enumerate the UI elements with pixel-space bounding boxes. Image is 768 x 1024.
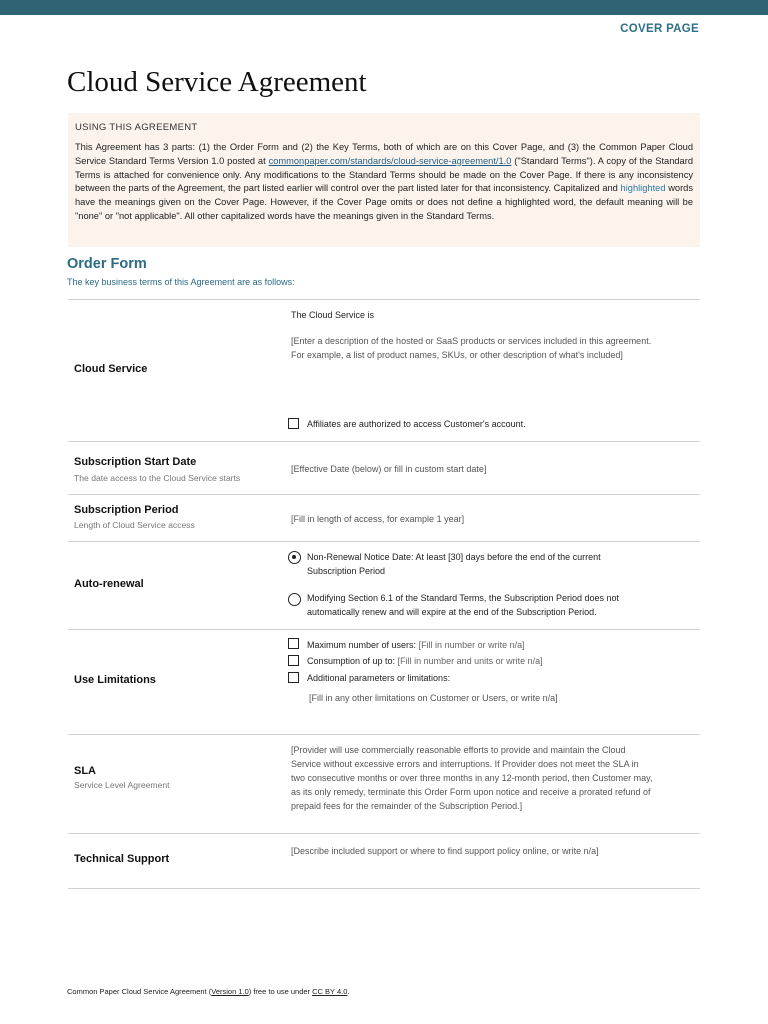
- no-auto-renew-radio[interactable]: [288, 593, 301, 606]
- max-users-option: [307, 638, 525, 652]
- row-divider: [68, 734, 700, 735]
- order-form-subtitle: The key business terms of this Agreement are as follows:: [67, 277, 295, 287]
- row-divider: [68, 629, 700, 630]
- max-users-label: Maximum number of users:: [307, 640, 417, 650]
- using-agreement-box: [68, 113, 700, 247]
- cloud-service-desc-line-1[interactable]: [Enter a description of the hosted or SaaS products or services included in this agreement.: [291, 336, 652, 346]
- using-agreement-heading: USING THIS AGREEMENT: [75, 122, 198, 133]
- highlighted-word: highlighted: [620, 183, 666, 194]
- sla-text-line-3[interactable]: two consecutive months or over three months in any 12-month period, then Customer may,: [291, 773, 653, 783]
- affiliates-label: Affiliates are authorized to access Customer's account.: [307, 419, 526, 429]
- row-divider: [68, 441, 700, 442]
- sla-text-line-1[interactable]: [Provider will use commercially reasonable efforts to provide and maintain the Cloud: [291, 745, 626, 755]
- period-label: Subscription Period: [74, 504, 179, 516]
- additional-parameters-label: Additional parameters or limitations:: [307, 673, 451, 683]
- affiliates-checkbox[interactable]: [288, 418, 299, 429]
- cloud-service-label: Cloud Service: [74, 363, 148, 375]
- footer-text-a: Common Paper Cloud Service Agreement (: [67, 987, 212, 996]
- max-users-checkbox[interactable]: [288, 638, 299, 649]
- non-renewal-notice-radio[interactable]: [288, 551, 301, 564]
- tech-support-value[interactable]: [Describe included support or where to find support policy online, or write n/a]: [291, 846, 599, 856]
- no-auto-renew-line-1: Modifying Section 6.1 of the Standard Terms, the Subscription Period does not: [307, 593, 620, 603]
- cloud-service-desc-line-2[interactable]: For example, a list of product names, SKUs, or other description of what's included]: [291, 350, 623, 360]
- non-renewal-notice-line-1: Non-Renewal Notice Date: At least [30] days before the end of the current: [307, 552, 601, 562]
- cloud-service-intro: The Cloud Service is: [291, 310, 375, 320]
- period-sublabel: Length of Cloud Service access: [74, 520, 195, 530]
- tech-support-label: Technical Support: [74, 853, 170, 865]
- standard-terms-link[interactable]: commonpaper.com/standards/cloud-service-agreement/1.0: [268, 155, 512, 166]
- sla-text-line-4[interactable]: as its only remedy, terminate this Order Form upon notice and receive a prorated refund of: [291, 787, 651, 797]
- footer: [67, 987, 350, 996]
- non-renewal-notice-line-2: Subscription Period: [307, 566, 386, 576]
- max-users-value[interactable]: [Fill in number or write n/a]: [418, 640, 525, 650]
- additional-parameters-value[interactable]: [Fill in any other limitations on Customer or Users, or write n/a]: [309, 693, 558, 703]
- start-date-label: Subscription Start Date: [74, 456, 197, 468]
- consumption-label: Consumption of up to:: [307, 656, 396, 666]
- consumption-checkbox[interactable]: [288, 655, 299, 666]
- period-value[interactable]: [Fill in length of access, for example 1 year]: [291, 514, 465, 524]
- sla-sublabel: Service Level Agreement: [74, 780, 170, 790]
- cover-page-label: COVER PAGE: [620, 23, 699, 35]
- using-text-part-3: words have the meanings given on the Cover Page. However, if the Cover Page omits or does not define a highlighted word, the default meaning will be "none" or "not applicable". All other capitalized words have the meanings given in the Standard Terms.: [75, 183, 693, 221]
- license-link[interactable]: CC BY 4.0: [312, 987, 348, 996]
- sla-text-line-5[interactable]: prepaid fees for the remainder of the Subscription Period.]: [291, 801, 523, 811]
- start-date-sublabel: The date access to the Cloud Service starts: [74, 473, 241, 483]
- row-divider: [68, 299, 700, 300]
- order-form-title: Order Form: [67, 256, 147, 272]
- consumption-value[interactable]: [Fill in number and units or write n/a]: [397, 656, 543, 666]
- using-text-part-2: ("Standard Terms"). A copy of the Standard Terms is attached for convenience only. Any modifications to the Standard Terms should be made on the Cover Page. If there is any inconsistency between the parts of the Agreement, the part listed earlier will control over the part listed later for that inconsistency. Capitalized and: [75, 155, 693, 194]
- row-divider: [68, 833, 700, 834]
- footer-text-b: ) free to use under: [248, 987, 313, 996]
- additional-parameters-checkbox[interactable]: [288, 672, 299, 683]
- sla-label: SLA: [74, 765, 96, 777]
- using-text-part-1: This Agreement has 3 parts: (1) the Order Form and (2) the Key Terms, both of which are on this Cover Page, and (3) the Common Paper Cloud Service Standard Terms Version 1.0 posted at: [75, 142, 693, 166]
- row-divider: [68, 541, 700, 542]
- consumption-option: [307, 654, 543, 668]
- top-bar: [0, 0, 768, 15]
- using-agreement-text: [75, 141, 693, 224]
- page-title: Cloud Service Agreement: [67, 66, 367, 98]
- version-link[interactable]: Version 1.0: [211, 987, 249, 996]
- auto-renewal-label: Auto-renewal: [74, 578, 144, 590]
- start-date-value[interactable]: [Effective Date (below) or fill in custom start date]: [291, 464, 487, 474]
- sla-text-line-2[interactable]: Service without excessive errors and interruptions. If Provider does not meet the SLA in: [291, 759, 639, 769]
- footer-text-c: .: [347, 987, 350, 996]
- row-divider: [68, 888, 700, 889]
- no-auto-renew-line-2: automatically renew and will expire at the end of the Subscription Period.: [307, 607, 597, 617]
- row-divider: [68, 494, 700, 495]
- use-limitations-label: Use Limitations: [74, 674, 156, 686]
